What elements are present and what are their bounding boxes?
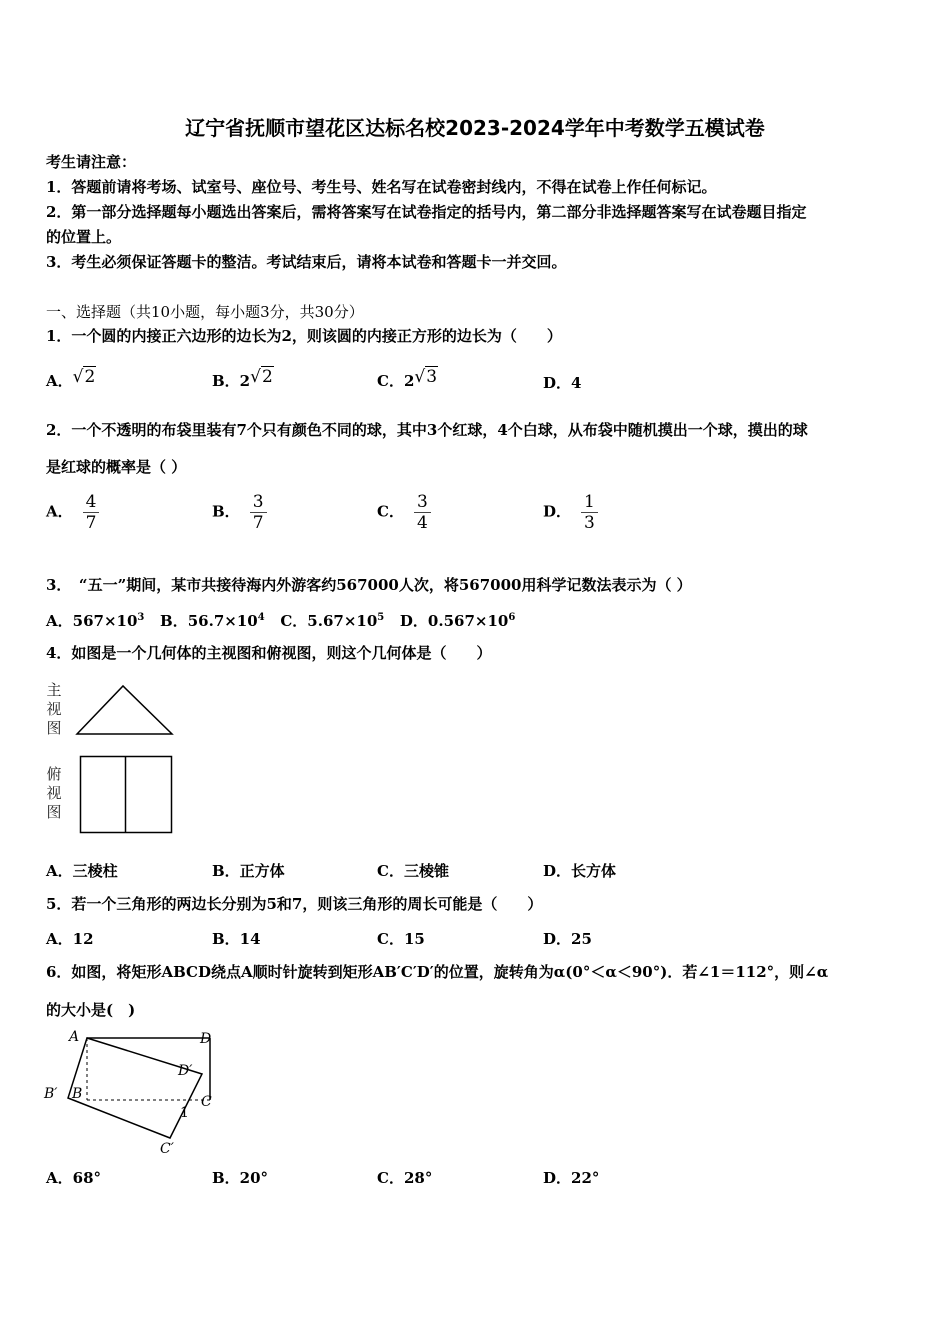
question-6-stem-line1: 6．如图，将矩形ABCD绕点A顺时针旋转到矩形AB′C′D′的位置，旋转角为α(0°＜α＜90°)．若∠1＝112°，则∠α	[46, 963, 829, 981]
q1-option-a-label: A．	[46, 372, 73, 390]
main-view-triangle	[74, 683, 176, 739]
question-1-stem: 1．一个圆的内接正六边形的边长为2，则该圆的内接正方形的边长为（ ）	[46, 327, 562, 345]
top-view-rectangle	[79, 755, 175, 837]
numerator: 3	[250, 492, 267, 513]
q3-option-b[interactable]	[160, 612, 265, 630]
q2-option-b-label: B．	[212, 502, 240, 521]
sqrt-sign: √2	[250, 367, 273, 387]
q5-option-c[interactable]: C．15	[377, 930, 425, 948]
q4-option-a[interactable]: A．三棱柱	[46, 862, 118, 880]
q3-options	[46, 608, 515, 631]
fraction	[83, 492, 100, 533]
q2-option-a[interactable]	[46, 492, 99, 533]
triangle-shape	[77, 686, 172, 734]
exponent: 5	[377, 612, 385, 623]
q5-option-a[interactable]: A．12	[46, 930, 94, 948]
question-5-stem: 5．若一个三角形的两边长分别为5和7，则该三角形的周长可能是（ ）	[46, 895, 543, 913]
q2-option-c[interactable]	[377, 492, 431, 533]
numerator: 4	[83, 492, 100, 513]
q6-option-d[interactable]: D．22°	[543, 1169, 600, 1187]
question-6-stem-line2: 的大小是( )	[46, 1001, 136, 1019]
q6-option-b[interactable]: B．20°	[212, 1169, 269, 1187]
q3-option-b-text: B．56.7×10	[160, 612, 258, 630]
q2-option-b[interactable]	[212, 492, 267, 533]
radicand: 3	[426, 367, 438, 387]
q1-option-b[interactable]	[212, 367, 274, 391]
q6-option-a[interactable]: A．68°	[46, 1169, 102, 1187]
page-title: 辽宁省抚顺市望花区达标名校2023-2024学年中考数学五模试卷	[185, 116, 765, 140]
question-2-stem-line2: 是红球的概率是（ ）	[46, 458, 187, 476]
q2-option-a-label: A．	[46, 502, 73, 521]
label-B-prime: B′	[44, 1086, 58, 1102]
q4-option-b[interactable]: B．正方体	[212, 862, 285, 880]
q3-option-d-text: D．0.567×10	[399, 612, 509, 630]
exponent: 6	[508, 612, 516, 623]
radicand: 2	[261, 367, 273, 387]
question-3-stem: 3． “五一”期间，某市共接待海内外游客约567000人次，将567000用科学记数法表示为（ ）	[46, 576, 692, 594]
q5-option-b[interactable]: B．14	[212, 930, 261, 948]
rotation-figure	[40, 1026, 240, 1160]
q1-option-b-label: B．2	[212, 372, 251, 390]
notice-item: 1．答题前请将考场、试室号、座位号、考生号、姓名写在试卷密封线内，不得在试卷上作任何标记。	[46, 178, 717, 196]
exponent: 3	[137, 612, 145, 623]
question-2-stem-line1: 2．一个不透明的布袋里装有7个只有颜色不同的球，其中3个红球，4个白球，从布袋中随机摸出一个球，摸出的球	[46, 421, 808, 439]
q4-option-c[interactable]: C．三棱锥	[377, 862, 449, 880]
q1-option-a[interactable]	[46, 367, 96, 391]
fraction	[581, 492, 598, 533]
sqrt-sign: √3	[414, 367, 438, 387]
sqrt-sign: √2	[72, 367, 96, 387]
label-D: D	[200, 1031, 212, 1047]
denominator: 7	[252, 513, 264, 533]
q1-option-d[interactable]: D．4	[543, 374, 582, 392]
fraction	[250, 492, 267, 533]
q4-option-d[interactable]: D．长方体	[543, 862, 617, 880]
q1-option-c-label: C．2	[377, 372, 415, 390]
section-heading: 一、选择题（共10小题，每小题3分，共30分）	[46, 303, 364, 321]
notice-item: 2．第一部分选择题每小题选出答案后，需将答案写在试卷指定的括号内，第二部分非选择题答案写在试卷题目指定	[46, 203, 807, 221]
notice-item: 的位置上。	[46, 228, 122, 246]
radicand: 2	[84, 367, 96, 387]
denominator: 7	[85, 513, 97, 533]
fraction	[414, 492, 431, 533]
label-char: 视	[46, 700, 62, 718]
denominator: 3	[584, 513, 595, 533]
label-angle-1: 1	[180, 1105, 189, 1121]
label-char: 主	[46, 681, 62, 699]
label-char: 图	[46, 719, 62, 737]
label-char: 视	[46, 784, 62, 802]
question-4-stem: 4．如图是一个几何体的主视图和俯视图，则这个几何体是（ ）	[46, 644, 492, 662]
q6-option-c[interactable]: C．28°	[377, 1169, 433, 1187]
q3-option-c[interactable]	[280, 612, 384, 630]
top-view-label	[46, 765, 62, 822]
label-C: C	[201, 1094, 212, 1110]
q3-option-d[interactable]	[400, 612, 515, 630]
q2-option-c-label: C．	[377, 502, 404, 521]
label-B: B	[72, 1086, 83, 1102]
exponent: 4	[257, 612, 265, 623]
numerator: 1	[581, 492, 598, 513]
q5-option-d[interactable]: D．25	[543, 930, 592, 948]
notice-heading: 考生请注意：	[46, 153, 137, 171]
denominator: 4	[416, 513, 428, 533]
label-D-prime: D′	[178, 1063, 193, 1079]
q2-option-d[interactable]	[543, 492, 598, 533]
q3-option-c-text: C．5.67×10	[280, 612, 378, 630]
main-view-label	[46, 681, 62, 738]
q3-option-a[interactable]	[46, 612, 144, 630]
q1-option-c[interactable]	[377, 367, 438, 391]
label-char: 俯	[46, 765, 62, 783]
notice-item: 3．考生必须保证答题卡的整洁。考试结束后，请将本试卷和答题卡一并交回。	[46, 253, 567, 271]
label-char: 图	[46, 803, 62, 821]
q2-option-d-label: D．	[543, 502, 572, 521]
label-C-prime: C′	[160, 1141, 174, 1157]
rotated-rectangle	[68, 1038, 202, 1138]
label-A: A	[69, 1029, 80, 1045]
numerator: 3	[414, 492, 431, 513]
q3-option-a-text: A．567×10	[46, 612, 138, 630]
